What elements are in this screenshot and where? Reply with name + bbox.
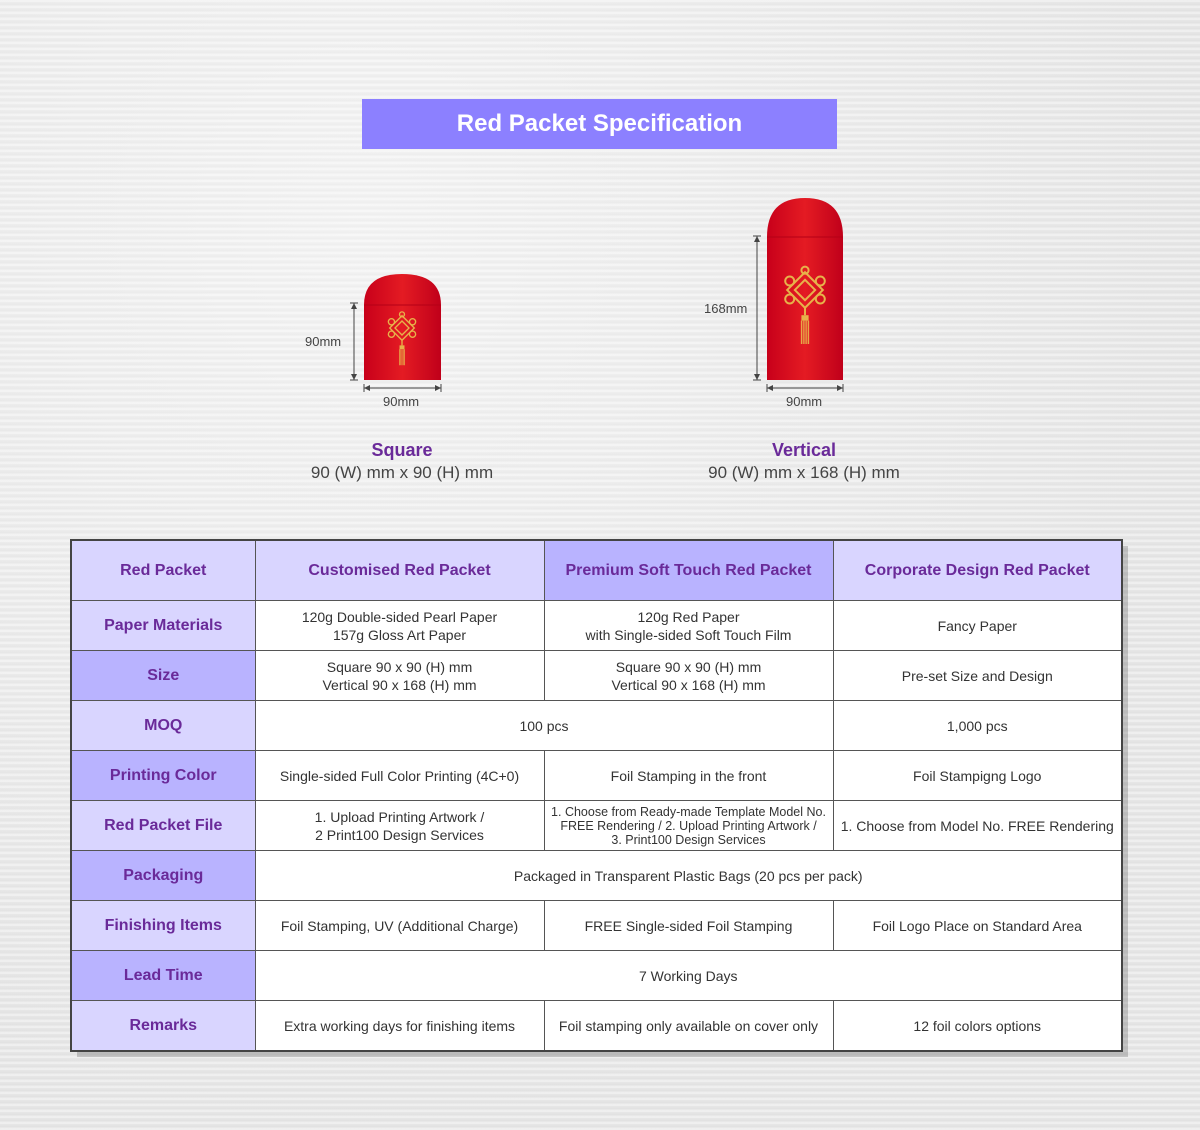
row-label: MOQ <box>71 701 255 751</box>
table-cell: Foil stamping only available on cover only <box>544 1001 833 1052</box>
spec-table <box>70 539 1123 1052</box>
header-red-packet: Red Packet <box>71 540 255 601</box>
table-row <box>71 951 1122 1001</box>
table-cell: 1. Upload Printing Artwork / 2 Print100 Design Services <box>255 801 544 851</box>
vertical-height-label: 168mm <box>704 301 748 316</box>
table-cell: Foil Logo Place on Standard Area <box>833 901 1122 951</box>
vertical-size: 90 (W) mm x 168 (H) mm <box>708 463 900 482</box>
vertical-caption <box>624 440 984 483</box>
square-width-label: 90mm <box>383 394 420 409</box>
page-title: Red Packet Specification <box>362 99 837 149</box>
table-row <box>71 851 1122 901</box>
table-cell: Foil Stamping, UV (Additional Charge) <box>255 901 544 951</box>
row-label: Red Packet File <box>71 801 255 851</box>
vertical-packet-image <box>767 198 843 380</box>
table-cell: 1. Choose from Ready-made Template Model No. FREE Rendering / 2. Upload Printing Artwork / 3. Print100 Design Services <box>544 801 833 851</box>
table-cell: Pre-set Size and Design <box>833 651 1122 701</box>
vertical-width-label: 90mm <box>786 394 823 409</box>
square-name: Square <box>371 440 433 460</box>
header-corporate: Corporate Design Red Packet <box>833 540 1122 601</box>
table-cell: 7 Working Days <box>255 951 1122 1001</box>
table-cell: 120g Red Paper with Single-sided Soft Touch Film <box>544 601 833 651</box>
table-row <box>71 601 1122 651</box>
red-packet-illustrations <box>0 0 1200 420</box>
square-packet-image <box>364 274 441 380</box>
header-customised: Customised Red Packet <box>255 540 544 601</box>
table-cell: Packaged in Transparent Plastic Bags (20 pcs per pack) <box>255 851 1122 901</box>
row-label: Packaging <box>71 851 255 901</box>
table-cell: Fancy Paper <box>833 601 1122 651</box>
row-label: Size <box>71 651 255 701</box>
table-row <box>71 1001 1122 1052</box>
square-height-label: 90mm <box>305 334 342 349</box>
row-label: Finishing Items <box>71 901 255 951</box>
table-cell: 1. Choose from Model No. FREE Rendering <box>833 801 1122 851</box>
row-label: Lead Time <box>71 951 255 1001</box>
table-row <box>71 751 1122 801</box>
table-cell: Square 90 x 90 (H) mm Vertical 90 x 168 (H) mm <box>544 651 833 701</box>
row-label: Remarks <box>71 1001 255 1052</box>
square-caption <box>222 440 582 483</box>
table-cell: FREE Single-sided Foil Stamping <box>544 901 833 951</box>
table-row <box>71 701 1122 751</box>
table-cell: 1,000 pcs <box>833 701 1122 751</box>
table-row <box>71 651 1122 701</box>
table-cell: 120g Double-sided Pearl Paper 157g Gloss Art Paper <box>255 601 544 651</box>
table-header-row <box>71 540 1122 601</box>
header-premium: Premium Soft Touch Red Packet <box>544 540 833 601</box>
vertical-name: Vertical <box>771 440 837 460</box>
row-label: Printing Color <box>71 751 255 801</box>
table-cell: Square 90 x 90 (H) mm Vertical 90 x 168 (H) mm <box>255 651 544 701</box>
spec-table-container <box>70 539 1121 1050</box>
row-label: Paper Materials <box>71 601 255 651</box>
square-size: 90 (W) mm x 90 (H) mm <box>310 463 494 482</box>
table-cell: Single-sided Full Color Printing (4C+0) <box>255 751 544 801</box>
table-cell: 12 foil colors options <box>833 1001 1122 1052</box>
table-cell: Foil Stampigng Logo <box>833 751 1122 801</box>
table-row <box>71 901 1122 951</box>
table-row <box>71 801 1122 851</box>
table-cell: Foil Stamping in the front <box>544 751 833 801</box>
table-cell: Extra working days for finishing items <box>255 1001 544 1052</box>
table-cell: 100 pcs <box>255 701 833 751</box>
